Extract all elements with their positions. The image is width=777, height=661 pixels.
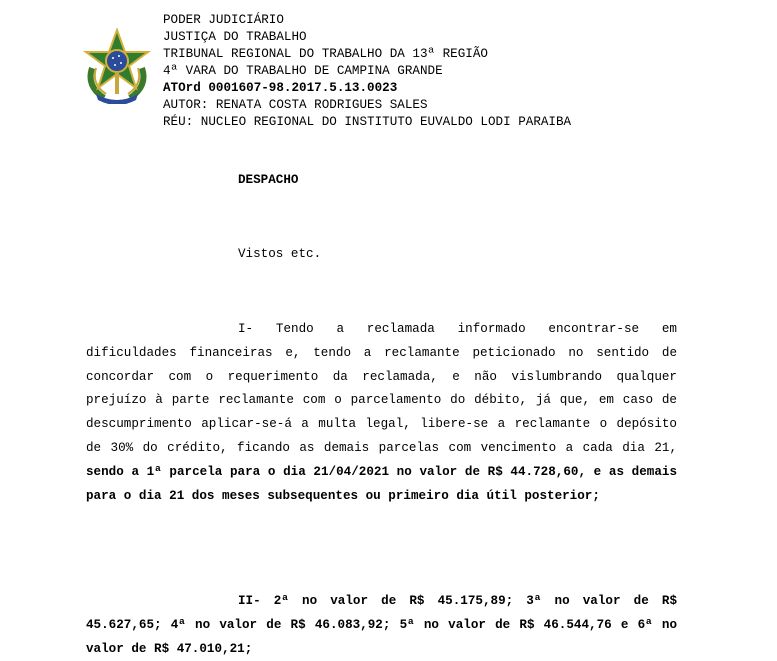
document-greeting: Vistos etc. [238,247,322,261]
header-court: PODER JUDICIÁRIO [163,13,284,27]
header-justice: JUSTIÇA DO TRABALHO [163,30,307,44]
paragraph-1-bold-text: sendo a 1ª parcela para o dia 21/04/2021 no valor de R$ 44.728,60, e as demais para o dia 21 dos meses subsequentes ou primeiro dia útil posterior; [86,464,677,503]
brazil-coat-of-arms-icon [82,28,152,104]
paragraph-2-text: II- 2ª no valor de R$ 45.175,89; 3ª no valor de R$ 45.627,65; 4ª no valor de R$ 46.083,92; 5ª no valor de R$ 46.544,76 e 6ª no valor de R$ 47.010,21; [86,594,677,656]
document-header [163,12,571,131]
paragraph-2 [86,590,677,661]
header-reu: RÉU: NUCLEO REGIONAL DO INSTITUTO EUVALDO LODI PARAIBA [163,115,572,129]
paragraph-1-text: I- Tendo a reclamada informado encontrar-se em dificuldades financeiras e, tendo a reclamante peticionado no sentido de concordar com o requerimento da reclamada, e não vislumbrando qualquer prejuízo à parte reclamante com o parcelamento do débito, já que, em caso de descumprimento aplicar-se-á a multa legal, libere-se a reclamante o depósito de 30% do crédito, ficando as demais parcelas com vencimento a cada dia 21, [86,322,677,455]
header-vara: 4ª VARA DO TRABALHO DE CAMPINA GRANDE [163,64,443,78]
header-autor: AUTOR: RENATA COSTA RODRIGUES SALES [163,98,428,112]
paragraph-1 [86,318,677,508]
document-title: DESPACHO [238,173,299,187]
header-tribunal: TRIBUNAL REGIONAL DO TRABALHO DA 13ª REGIÃO [163,47,488,61]
header-process-number: ATOrd 0001607-98.2017.5.13.0023 [163,81,398,95]
